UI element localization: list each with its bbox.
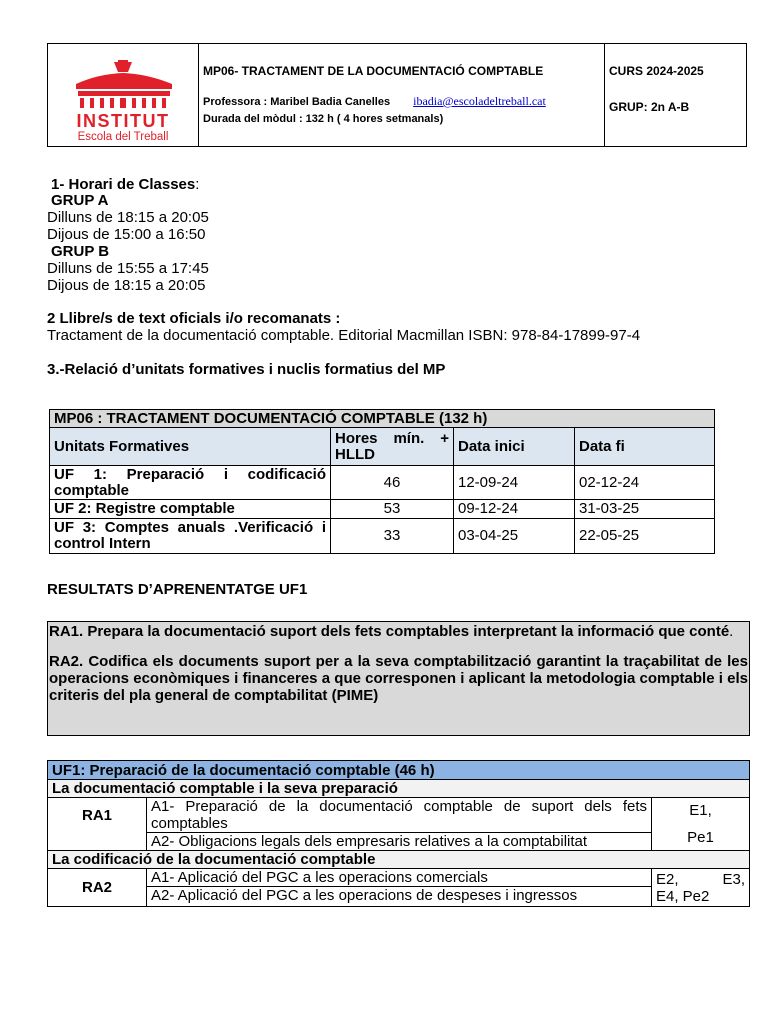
unit-end: 22-05-25	[575, 519, 715, 554]
logo-text-school: Escola del Treball	[77, 131, 169, 143]
unit-name-line1: UF 3: Comptes anuals .Verificació i	[54, 519, 326, 536]
ra2-activity-2: A2- Aplicació del PGC a les operacions de despeses i ingressos	[147, 887, 652, 907]
table-row	[48, 833, 750, 851]
col-start: Data inici	[454, 428, 575, 466]
ra2-evaluation	[652, 869, 750, 907]
schedule-heading-colon: :	[195, 176, 200, 193]
ra2-eval-line1: E2, E3,	[656, 870, 745, 888]
email-link[interactable]	[413, 94, 546, 108]
ra1-eval-line1: E1,	[689, 802, 712, 819]
books-text: Tractament de la documentació comptable. Editorial Macmillan ISBN: 978-84-17899-97-4	[47, 327, 641, 344]
col-hours-line1: Hores mín. +	[335, 429, 449, 447]
uf1-title: UF1: Preparació de la documentació comptable (46 h)	[48, 761, 750, 780]
unit-start: 03-04-25	[454, 519, 575, 554]
ra1-activity-2: A2- Obligacions legals dels empresaris relatives a la comptabilitat	[147, 833, 652, 851]
table-row	[48, 798, 750, 833]
table-row	[50, 500, 715, 519]
schedule-heading	[51, 176, 199, 193]
unit-hours: 33	[331, 519, 454, 554]
ra1-activity-1-text: A1- Preparació de la documentació comptable de suport dels fets comptables	[151, 798, 647, 832]
table-row	[48, 887, 750, 907]
col-hours	[331, 428, 454, 466]
group-a-line2: Dijous de 15:00 a 16:50	[47, 226, 206, 243]
table-row	[50, 466, 715, 500]
units-table-title: MP06 : TRACTAMENT DOCUMENTACIÓ COMPTABLE (132 h)	[50, 410, 715, 428]
teacher-line	[203, 94, 546, 109]
unit-end: 31-03-25	[575, 500, 715, 519]
ra1-body: RA1. Prepara la documentació suport dels fets comptables interpretant la informació que conté	[49, 623, 730, 640]
module-title: MP06- TRACTAMENT DE LA DOCUMENTACIÓ COMPTABLE	[203, 64, 544, 78]
results-heading: RESULTATS D’APRENENTATGE UF1	[47, 581, 308, 598]
unit-hours: 46	[331, 466, 454, 500]
unit-name	[50, 519, 331, 554]
unit-name-line1: UF 1: Preparació i codificació	[54, 465, 326, 483]
header-table	[47, 43, 747, 147]
books-heading: 2 Llibre/s de text oficials i/o recomanats :	[47, 310, 341, 327]
ra1-text	[49, 623, 748, 640]
ra2-eval-line2: E4, Pe2	[656, 887, 710, 905]
units-table	[49, 409, 715, 554]
col-unit: Unitats Formatives	[50, 428, 331, 466]
table-row	[50, 519, 715, 554]
group-b-line1: Dilluns de 15:55 a 17:45	[47, 260, 209, 277]
units-heading: 3.-Relació d’unitats formatives i nuclis formatius del MP	[47, 361, 446, 378]
uf1-section-1: La documentació comptable i la seva preparació	[48, 780, 750, 798]
group-a-label: GRUP A	[51, 192, 109, 209]
ra1-label: RA1	[48, 798, 147, 851]
group-a-line1: Dilluns de 18:15 a 20:05	[47, 209, 209, 226]
teacher-name: Professora : Maribel Badia Canelles	[203, 96, 391, 108]
units-table-header-row	[50, 428, 715, 466]
ra1-period: .	[729, 623, 734, 640]
table-row	[48, 869, 750, 887]
email-prefix: i	[413, 94, 417, 108]
col-end: Data fi	[575, 428, 715, 466]
logo-cell	[48, 44, 199, 146]
group-b-label: GRUP B	[51, 243, 110, 260]
ra-box	[47, 621, 750, 736]
institut-logo-icon	[48, 44, 198, 146]
col-hours-line2: HLLD	[335, 445, 375, 463]
uf1-table	[47, 760, 750, 907]
unit-start: 12-09-24	[454, 466, 575, 500]
header-divider	[604, 44, 605, 146]
logo-text-institut: INSTITUT	[76, 111, 170, 131]
unit-name: UF 2: Registre comptable	[50, 500, 331, 519]
uf1-section-row	[48, 780, 750, 798]
duration-line: Durada del mòdul : 132 h ( 4 hores setmanals)	[203, 113, 444, 125]
uf1-section-row	[48, 851, 750, 869]
unit-start: 09-12-24	[454, 500, 575, 519]
ra1-eval-line2: Pe1	[687, 829, 714, 846]
ra2-activity-1: A1- Aplicació del PGC a les operacions comercials	[147, 869, 652, 887]
ra2-text: RA2. Codifica els documents suport per a la seva comptabilització garantint la traçabilitat de les operacions econòmiques i financeres a que corresponen i aplicant la metodologia comptable i els criteris del pla general de comptabilitat (PIME)	[49, 653, 748, 704]
unit-name-line2: control Intern	[54, 535, 151, 552]
email-address: badia@escoladeltreball.cat	[416, 94, 546, 108]
uf1-title-row	[48, 761, 750, 780]
unit-end: 02-12-24	[575, 466, 715, 500]
group-label: GRUP: 2n A-B	[609, 100, 690, 114]
unit-name-line2: comptable	[54, 481, 130, 499]
uf1-section-2: La codificació de la documentació comptable	[48, 851, 750, 869]
group-b-line2: Dijous de 18:15 a 20:05	[47, 277, 206, 294]
course-label: CURS 2024-2025	[609, 64, 704, 78]
ra2-label: RA2	[48, 869, 147, 907]
units-table-title-row	[50, 410, 715, 428]
schedule-heading-text: 1- Horari de Classes	[51, 176, 196, 193]
ra1-activity-1	[147, 798, 652, 833]
unit-name	[50, 466, 331, 500]
unit-hours: 53	[331, 500, 454, 519]
ra1-evaluation	[652, 798, 750, 851]
